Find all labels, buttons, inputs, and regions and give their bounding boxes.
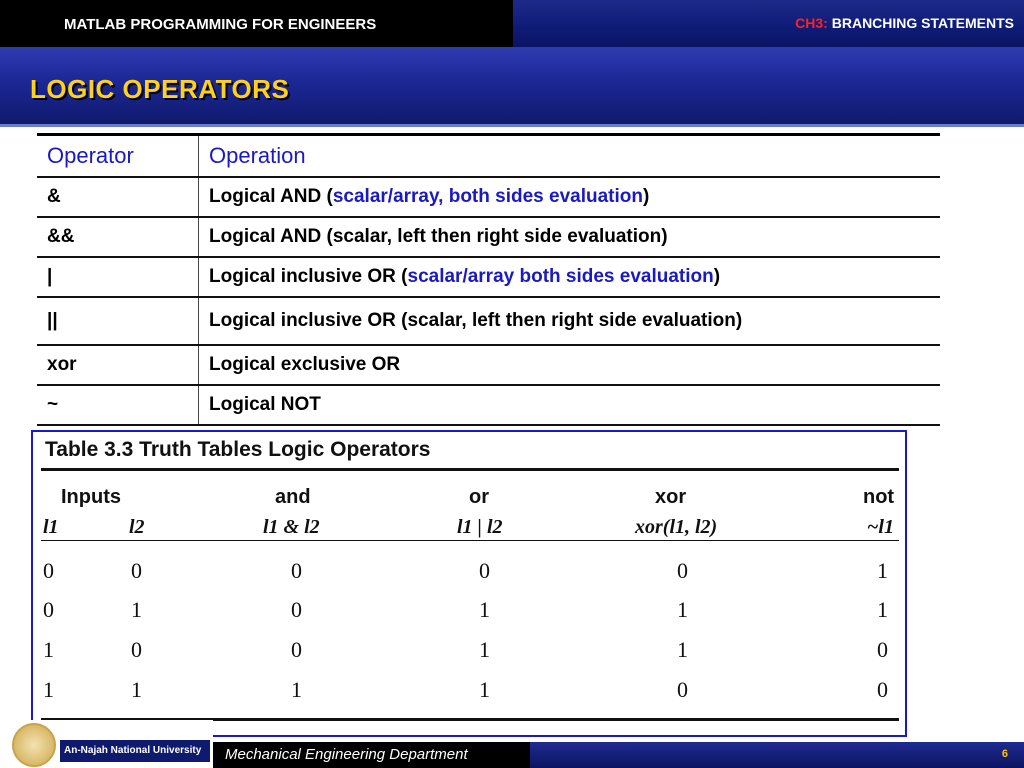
university-logo [0,720,213,768]
truth-cell: 0 [479,558,490,583]
chapter-title: BRANCHING STATEMENTS [831,15,1014,31]
col-header-not: ~l1 [867,516,894,538]
group-header-not: not [863,486,895,508]
divider [41,540,899,541]
truth-cell: 0 [291,558,302,583]
truth-cell: 1 [131,677,142,702]
operation-cell: Logical inclusive OR (scalar/array both sides evaluation) [199,257,941,297]
truth-cell: 0 [677,558,688,583]
table-row [37,217,940,257]
truth-cell: 0 [291,597,302,622]
truth-cell: 0 [877,677,888,702]
truth-cell: 1 [877,558,888,583]
operator-cell: && [37,217,199,257]
truth-cell: 1 [43,637,54,662]
column-header-operation: Operation [199,135,941,178]
table-row [37,297,940,345]
divider [41,468,899,471]
truth-cell: 1 [877,597,888,622]
truth-cell: 0 [43,597,54,622]
truth-cell: 0 [291,637,302,662]
truth-cell: 0 [131,637,142,662]
col-header-xor: xor(l1, l2) [635,516,718,538]
truth-cell: 1 [291,677,302,702]
column-header-operator: Operator [37,135,199,178]
table-row [37,385,940,425]
truth-cell: 1 [479,677,490,702]
chapter-code: CH3: [795,15,828,31]
group-header-xor: xor [655,486,687,508]
truth-table-figure [31,430,907,737]
highlight-text: scalar/array both sides evaluation [407,266,714,287]
operation-cell: Logical AND (scalar/array, both sides evaluation) [199,177,941,217]
col-header-or: l1 | l2 [457,516,503,538]
group-header-inputs: Inputs [61,486,121,508]
department-name: Mechanical Engineering Department [225,746,468,763]
course-title: MATLAB PROGRAMMING FOR ENGINEERS [64,16,377,33]
group-header-or: or [469,486,489,508]
col-header-l2: l2 [129,516,145,538]
table-header-row [37,135,940,178]
footer-right-bar [530,742,1024,768]
slide-title-band [0,47,1024,127]
operators-table [37,133,940,426]
group-header-and: and [275,486,311,508]
truth-table-title: Table 3.3 Truth Tables Logic Operators [45,438,431,461]
truth-cell: 1 [131,597,142,622]
highlight-text: scalar/array, both sides evaluation [332,186,643,207]
table-row [37,345,940,385]
table-row [37,257,940,297]
truth-cell: 0 [131,558,142,583]
slide-title: LOGIC OPERATORS [30,74,290,104]
truth-cell: 1 [677,637,688,662]
truth-cell: 0 [677,677,688,702]
truth-cell: 0 [43,558,54,583]
operation-cell: Logical NOT [199,385,941,425]
truth-cell: 0 [877,637,888,662]
operation-cell: Logical AND (scalar, left then right side evaluation) [199,217,941,257]
page-number: 6 [1001,748,1008,760]
truth-cell: 1 [43,677,54,702]
table-row [37,177,940,217]
col-header-l1: l1 [43,516,59,538]
col-header-and: l1 & l2 [263,516,320,538]
course-header-bar [0,0,513,47]
footer-department-bar [213,742,530,768]
operation-cell: Logical inclusive OR (scalar, left then right side evaluation) [199,297,941,345]
operator-cell: | [37,257,199,297]
chapter-header-bar [513,0,1024,47]
operator-cell: & [37,177,199,217]
truth-cell: 1 [479,637,490,662]
university-name: An-Najah National University [60,740,210,762]
operator-cell: ~ [37,385,199,425]
university-seal-icon [12,723,56,767]
truth-cell: 1 [479,597,490,622]
truth-cell: 1 [677,597,688,622]
operator-cell: || [37,297,199,345]
operator-cell: xor [37,345,199,385]
operation-cell: Logical exclusive OR [199,345,941,385]
